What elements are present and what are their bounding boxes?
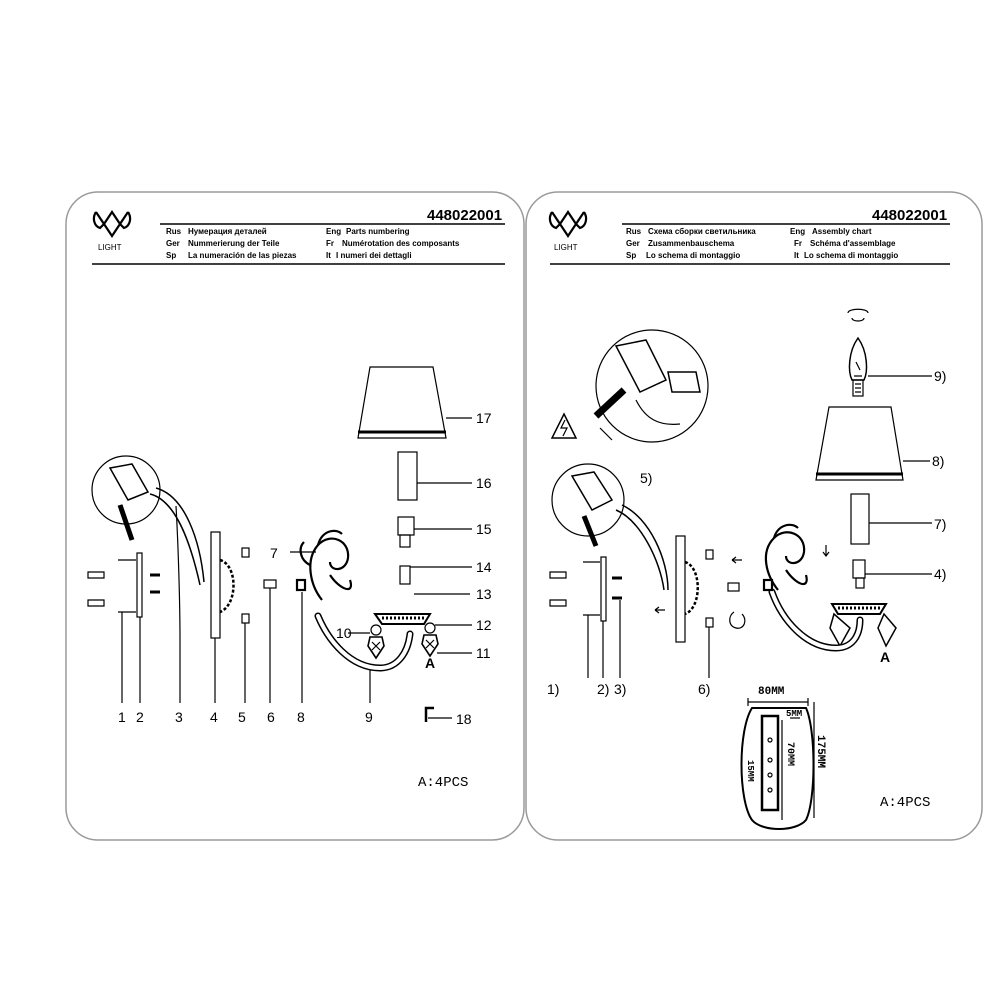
logo-icon <box>550 212 586 236</box>
left-group-label: A <box>425 655 436 671</box>
dim-inner: 70MM <box>784 742 795 767</box>
left-label-1: 1 <box>118 709 126 725</box>
right-header-text-4: Schéma d'assemblage <box>810 239 896 248</box>
left-labels <box>118 410 492 791</box>
left-label-13: 13 <box>476 586 492 602</box>
scroll-ornament-drawing <box>297 531 351 600</box>
right-label-2: 2) <box>597 681 610 697</box>
left-label-8: 8 <box>297 709 305 725</box>
dim-small: 15MM <box>745 760 755 782</box>
left-label-10: 10 <box>336 625 352 641</box>
right-header-text-2: Assembly chart <box>812 227 872 236</box>
left-quantity-note: A:4PCS <box>418 775 469 791</box>
hook-drawing <box>426 708 434 722</box>
right-header-text-5: Lo schema di montaggio <box>646 251 741 260</box>
right-header <box>550 207 950 264</box>
left-label-9: 9 <box>365 709 373 725</box>
right-header-lang-4: Fr <box>794 239 802 248</box>
left-label-2: 2 <box>136 709 144 725</box>
right-header-lang-6: It <box>794 251 799 260</box>
right-header-lang-2: Eng <box>790 227 806 236</box>
right-header-lang-1: Rus <box>626 227 642 236</box>
left-label-18: 18 <box>456 711 472 727</box>
left-header-lang-3: Ger <box>166 239 180 248</box>
right-label-6: 6) <box>698 681 711 697</box>
socket-drawing <box>398 517 414 535</box>
right-label-5: 5) <box>640 470 653 486</box>
right-group-label: A <box>880 649 891 665</box>
left-label-17: 17 <box>476 410 492 426</box>
left-label-6: 6 <box>267 709 275 725</box>
left-header-text-6: I numeri dei dettagli <box>336 251 412 260</box>
left-header-text-2: Parts numbering <box>346 227 410 236</box>
left-label-3: 3 <box>175 709 183 725</box>
crystal-left-drawing <box>368 625 384 658</box>
left-label-16: 16 <box>476 475 492 491</box>
right-label-7: 7) <box>934 516 947 532</box>
left-label-4: 4 <box>210 709 218 725</box>
left-code: 448022001 <box>427 207 503 224</box>
mounting-bracket-drawing <box>137 553 142 617</box>
candle-sleeve-drawing <box>398 452 417 500</box>
left-header-lang-2: Eng <box>326 227 342 236</box>
left-header-lang-6: It <box>326 251 331 260</box>
left-header-text-5: La numeración de las piezas <box>188 251 297 260</box>
rotate-arrow-icon <box>848 309 868 321</box>
right-header-text-6: Lo schema di montaggio <box>804 251 899 260</box>
crystal-right-drawing <box>422 623 438 656</box>
right-header-text-3: Zusammenbauschema <box>648 239 735 248</box>
left-header-lang-4: Fr <box>326 239 334 248</box>
left-header <box>92 207 505 264</box>
left-label-12: 12 <box>476 617 492 633</box>
left-label-11: 11 <box>476 645 491 661</box>
left-header-lang-5: Sp <box>166 251 177 260</box>
left-header-text-3: Nummerierung der Teile <box>188 239 280 248</box>
dim-depth: 5MM <box>786 709 803 719</box>
right-code: 448022001 <box>872 207 948 224</box>
right-label-9: 9) <box>934 368 947 384</box>
right-label-1: 1) <box>547 681 560 697</box>
right-label-3: 3) <box>614 681 627 697</box>
lampshade-drawing <box>358 367 446 438</box>
backplate-drawing <box>211 532 220 638</box>
left-page-frame <box>66 192 524 840</box>
dim-width: 80MM <box>758 686 785 698</box>
logo-icon <box>94 212 130 236</box>
left-logo-text: LIGHT <box>98 243 122 252</box>
candle-bulb-drawing <box>850 338 867 396</box>
right-quantity-note: A:4PCS <box>880 795 931 811</box>
dim-height: 175MM <box>814 735 826 769</box>
right-page-frame <box>526 192 982 840</box>
right-assembly-drawing <box>550 309 932 829</box>
right-label-8: 8) <box>932 453 945 469</box>
screw-rotate-icon <box>730 612 745 628</box>
right-header-lang-3: Ger <box>626 239 640 248</box>
right-logo-text: LIGHT <box>554 243 578 252</box>
left-header-text-4: Numérotation des composants <box>342 239 460 248</box>
left-header-lang-1: Rus <box>166 227 182 236</box>
right-lampshade-drawing <box>816 407 903 480</box>
left-label-15: 15 <box>476 521 492 537</box>
detail-magnifier-drawing <box>92 456 160 524</box>
left-label-5: 5 <box>238 709 246 725</box>
left-label-7: 7 <box>270 545 278 561</box>
right-header-lang-5: Sp <box>626 251 637 260</box>
right-label-4: 4) <box>934 566 947 582</box>
right-header-text-1: Схема сборки светильника <box>648 227 756 236</box>
left-header-text-1: Нумерация деталей <box>188 227 267 236</box>
left-parts-drawing <box>88 367 472 722</box>
left-label-14: 14 <box>476 559 492 575</box>
